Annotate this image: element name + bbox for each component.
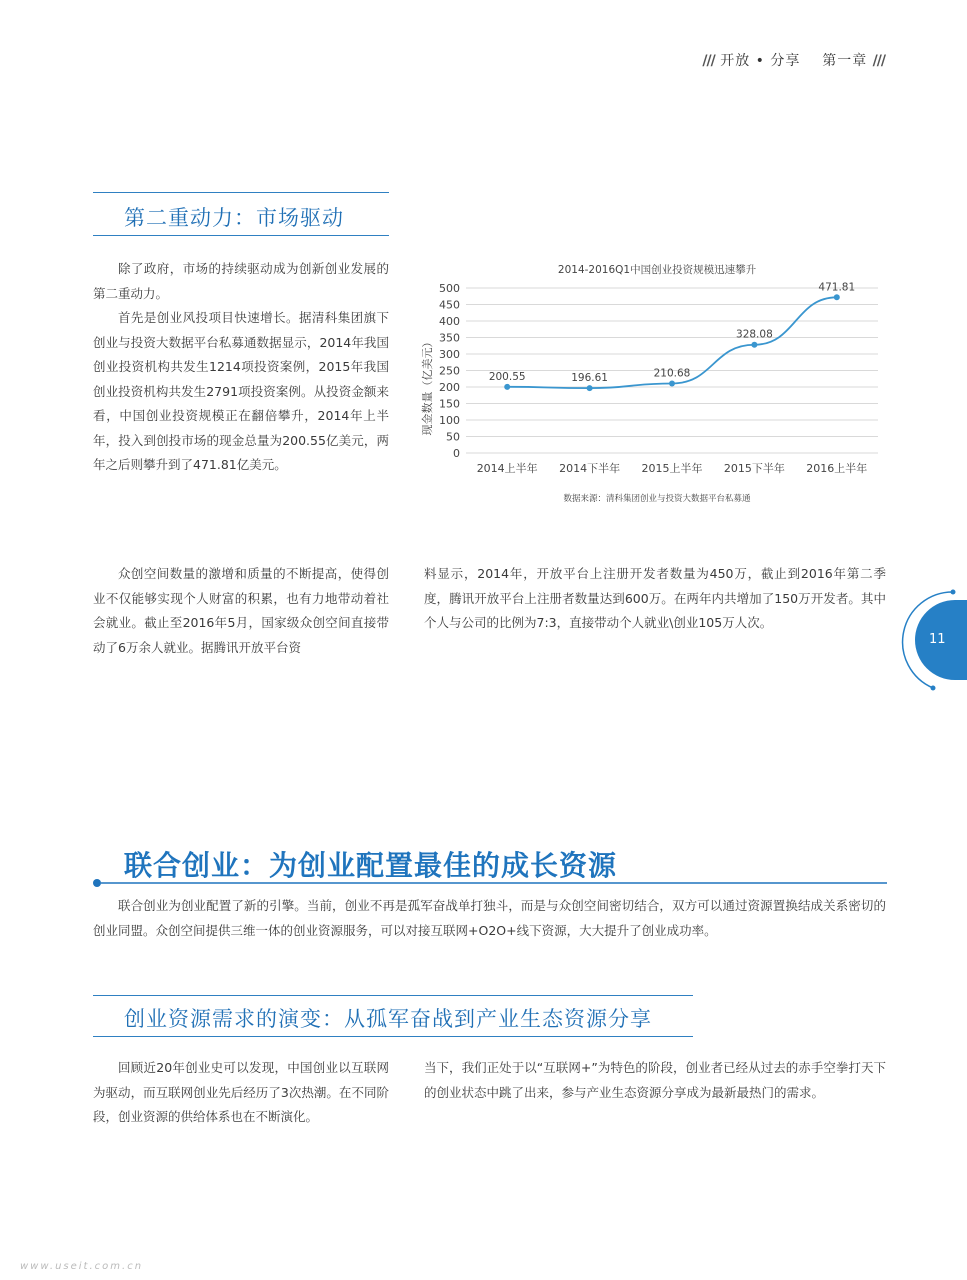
- paragraph: 联合创业为创业配置了新的引擎。当前，创业不再是孤军奋战单打独斗，而是与众创空间密切结合，双方可以通过资源置换结成关系密切的创业同盟。众创空间提供三维一体的创业资源服务，可以对接互联网+O2O+线下资源，大大提升了创业成功率。: [93, 898, 886, 938]
- chart-data-label: 200.55: [488, 370, 526, 383]
- paragraph: 料显示，2014年，开放平台上注册开发者数量为450万，截止到2016年第二季度，腾讯开放平台上注册者数量达到600万。在两年内共增加了150万开发者。其中个人与公司的比例为7:3，直接带动个人就业\创业105万人次。: [424, 566, 886, 630]
- header-bars-right: ///: [872, 53, 885, 69]
- chart-data-point: [669, 380, 675, 386]
- chart-y-tick-label: 450: [439, 298, 460, 312]
- chart-series: [489, 281, 855, 391]
- chart-y-tick-label: 350: [439, 331, 460, 345]
- page-number: 11: [929, 632, 946, 647]
- chart-y-tick-label: 0: [453, 447, 460, 460]
- chart-y-tick-label: 400: [439, 315, 460, 328]
- employment-text-right: [424, 562, 886, 636]
- chart-data-point: [751, 342, 757, 348]
- chart-data-label: 328.08: [736, 328, 773, 341]
- chart-y-tick-label: 50: [446, 430, 460, 444]
- chart-x-tick-label: 2015上半年: [641, 462, 703, 475]
- heading-underline: [92, 878, 887, 888]
- header-chapter: 第一章: [822, 53, 868, 69]
- chart-x-tick-label: 2016上半年: [806, 462, 868, 475]
- chart-source-note: 数据来源：清科集团创业与投资大数据平台私募通: [563, 494, 751, 504]
- section-heading-resources: 创业资源需求的演变：从孤军奋战到产业生态资源分享: [124, 1007, 652, 1031]
- paragraph: 众创空间数量的激增和质量的不断提高，使得创业不仅能够实现个人财富的积累，也有力地带动着社会就业。截止至2016年5月，国家级众创空间直接带动了6万余人就业。据腾讯开放平台资: [93, 566, 389, 655]
- running-header: [702, 50, 885, 70]
- chart-x-ticks: [477, 461, 868, 475]
- investment-line-chart: [418, 256, 898, 514]
- paragraph: 回顾近20年创业史可以发现，中国创业以互联网为驱动，而互联网创业先后经历了3次热潮。在不同阶段，创业资源的供给体系也在不断演化。: [93, 1060, 389, 1124]
- joint-venture-text: [93, 894, 886, 943]
- chart-x-tick-label: 2015下半年: [723, 462, 785, 475]
- chart-y-tick-label: 100: [439, 414, 460, 427]
- chart-y-tick-label: 250: [439, 364, 460, 378]
- watermark: www.useit.com.cn: [20, 1261, 144, 1272]
- heading-rule-bottom: [93, 235, 389, 236]
- header-bars-left: ///: [702, 53, 715, 69]
- chart-data-label: 471.81: [818, 281, 856, 294]
- chart-y-tick-label: 500: [439, 282, 460, 295]
- resources-text-right: [424, 1056, 886, 1105]
- heading-rule-top: [93, 995, 693, 996]
- chart-title: 2014-2016Q1中国创业投资规模迅速攀升: [557, 264, 757, 276]
- chart-x-tick-label: 2014上半年: [476, 462, 538, 475]
- section-heading-market: 第二重动力：市场驱动: [124, 206, 344, 230]
- market-text-block: [93, 257, 389, 478]
- heading-rule-top: [93, 192, 389, 193]
- paragraph: 除了政府，市场的持续驱动成为创新创业发展的第二重动力。: [93, 261, 389, 301]
- chart-data-point: [587, 385, 593, 391]
- heading-rule-bottom: [93, 1036, 693, 1037]
- employment-text-left: [93, 562, 389, 660]
- header-dot: •: [755, 53, 765, 69]
- chart-x-tick-label: 2014下半年: [559, 462, 621, 475]
- paragraph: 当下，我们正处于以“互联网+”为特色的阶段，创业者已经从过去的赤手空拳打天下的创业状态中跳了出来，参与产业生态资源分享成为最新最热门的需求。: [424, 1060, 886, 1100]
- chart-y-tick-label: 300: [439, 348, 460, 361]
- chart-data-point: [834, 294, 840, 300]
- chart-y-tick-label: 150: [439, 397, 460, 411]
- chart-data-point: [504, 384, 510, 390]
- header-sub: 分享: [770, 53, 801, 69]
- chart-data-label: 196.61: [571, 372, 608, 385]
- chart-y-tick-label: 200: [439, 381, 460, 394]
- paragraph: 首先是创业风投项目快速增长。据清科集团旗下创业与投资大数据平台私募通数据显示，2014年我国创业投资机构共发生1214项投资案例，2015年我国创业投资机构共发生2791项投资案例。从投资金额来看，中国创业投资规模正在翻倍攀升，2014年上半年，投入到创投市场的现金总量为200.55亿美元，两年之后则攀升到了471.81亿美元。: [93, 310, 389, 472]
- resources-text-left: [93, 1056, 389, 1130]
- chart-data-label: 210.68: [653, 367, 691, 380]
- section-heading-joint-venture: 联合创业：为创业配置最佳的成长资源: [124, 849, 618, 882]
- header-section: 开放: [720, 53, 751, 69]
- chart-y-ticks: [439, 282, 460, 460]
- chart-y-axis-label: 现金数量（亿美元）: [421, 336, 434, 436]
